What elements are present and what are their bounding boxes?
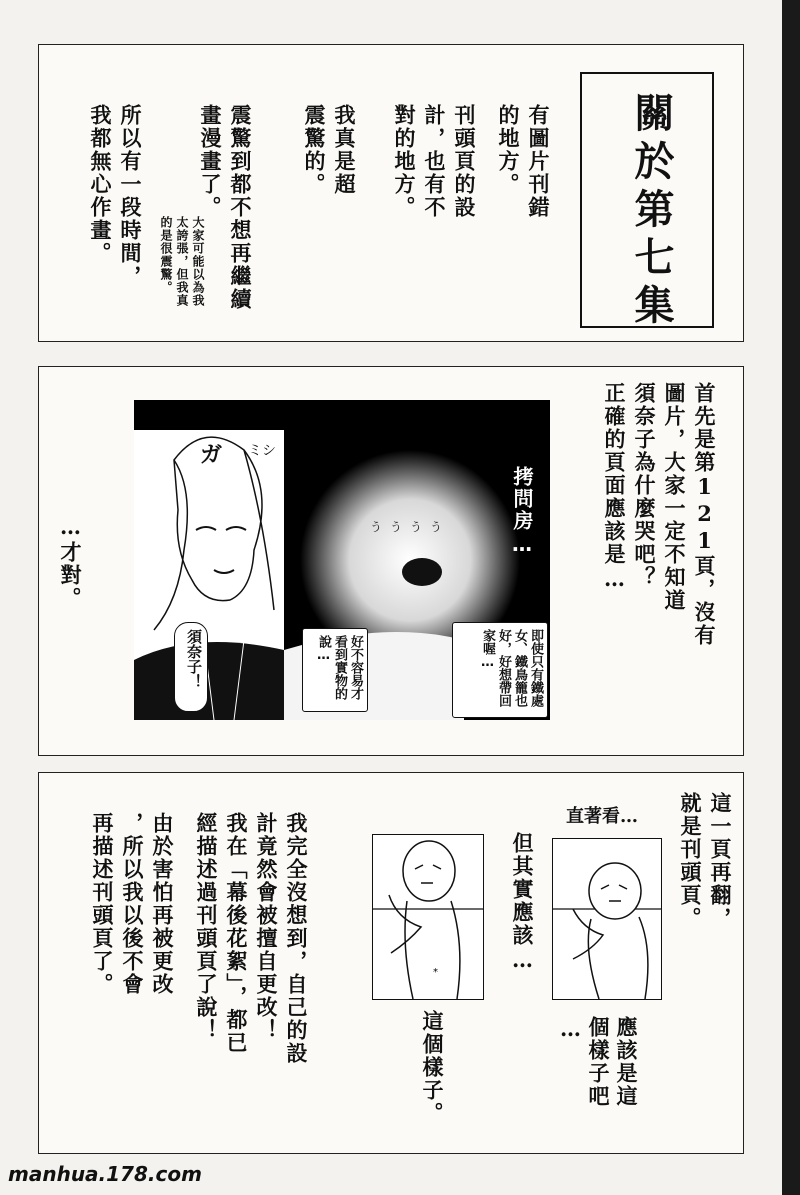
bottom-left-1: 由於害怕再被更改: [150, 812, 175, 996]
top-col-4: 計，也有不: [422, 104, 447, 219]
should-be-3: …: [558, 1016, 583, 1043]
top-note-3: 的是很震驚。: [159, 216, 173, 294]
svg-text:*: *: [433, 967, 438, 978]
bottom-right-2: 就是刊頭頁。: [678, 792, 703, 930]
footer-watermark[interactable]: manhua.178.com: [8, 1162, 202, 1186]
top-col-9: 畫漫畫了。: [198, 104, 223, 219]
should-be-1: 應該是這: [614, 1016, 639, 1108]
mid-col-4: 正確的頁面應該是…: [602, 382, 627, 593]
this-way-label: 這個樣子。: [420, 1010, 445, 1125]
but-actually-label: 但其實應該…: [510, 832, 535, 974]
top-col-1: 有圖片刊錯: [526, 104, 551, 219]
manga-illustration: [134, 400, 550, 720]
top-col-11: 我都無心作畫。: [88, 104, 113, 265]
page-edge-strip: [782, 0, 800, 1195]
sfx-ga: ガ: [200, 443, 223, 468]
page-title: 關於第七集: [628, 92, 675, 332]
bottom-left-3: 再描述刊頭頁了。: [90, 812, 115, 996]
stick-figure-sketch-2: [373, 835, 483, 999]
top-note-2: 太誇張，但我真: [175, 216, 189, 307]
top-col-3: 刊頭頁的設: [452, 104, 477, 219]
bottom-mid-1: 我完全沒想到，自己的設: [284, 812, 309, 1065]
bottom-mid-2: 計竟然會被擅自更改！: [254, 812, 279, 1042]
top-col-2: 的地方。: [496, 104, 521, 196]
sobbing-sfx: うううう: [370, 520, 451, 534]
sfx-mishi: ミシ: [248, 443, 276, 459]
torture-room-label: 拷問房…: [510, 466, 534, 558]
top-col-10: 所以有一段時間，: [118, 104, 143, 288]
title-box: [580, 72, 714, 332]
wrong-sketch-box: [372, 834, 484, 1000]
mid-col-1: 首先是第121頁，沒有: [692, 382, 717, 647]
mid-col-2: 圖片，大家一定不知道: [662, 382, 687, 612]
stick-figure-sketch: [553, 839, 661, 999]
look-straight-label: 直著看…: [566, 806, 638, 827]
bubble-iron-maiden: 即使只有鐵處女、鐵鳥籠也好，好想帶回家喔…: [452, 622, 548, 718]
correct-sketch-box: [552, 838, 662, 1000]
bottom-right-1: 這一頁再翻，: [708, 792, 733, 930]
bubble-see-real: 好不容易才看到實物的說…: [302, 628, 368, 712]
bubble-sunako: 須奈子！: [174, 622, 208, 712]
should-be-2: 個樣子吧: [586, 1016, 611, 1108]
mid-col-3: 須奈子為什麼哭吧？: [632, 382, 657, 589]
bottom-mid-3: 我在「幕後花絮」，都已: [224, 812, 249, 1055]
bottom-mid-4: 經描述過刊頭頁了說！: [194, 812, 219, 1042]
bottom-left-2: ，所以我以後不會: [120, 812, 145, 996]
mid-left-text: …才對。: [58, 514, 83, 610]
top-col-5: 對的地方。: [392, 104, 417, 219]
top-col-7: 震驚的。: [302, 104, 327, 196]
top-note-1: 大家可能以為我: [191, 216, 205, 307]
top-col-6: 我真是超: [332, 104, 357, 196]
top-col-8: 震驚到都不想再繼續: [228, 104, 253, 311]
